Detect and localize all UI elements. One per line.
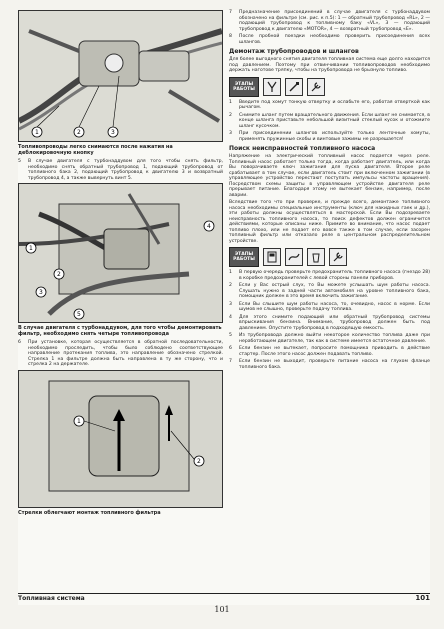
- step-text: Если бензин не вытекает, попросите помощника приводить в действие стартер. После этого насос должен подавать топливо.: [239, 346, 430, 357]
- figure2-caption: В случае двигателя с турбонаддувом, для того чтобы демонтировать фильтр, необходимо снять четыре топливопровода: [18, 325, 222, 337]
- section-title-hoses: Демонтаж трубопроводов и шлангов: [229, 48, 359, 55]
- fig2-label-4: 4: [207, 223, 211, 230]
- step-text: Если у Вас острый слух, то Вы можете услышать шум работы насоса. Слушать нужно в задней части автомобиля на уровне топливного бака, помощник должен в это время включить зажигание.: [239, 283, 430, 299]
- step-number: 6: [229, 346, 232, 351]
- step-8: [229, 34, 430, 45]
- step-number: 2: [229, 112, 232, 118]
- fig2-label-5: 5: [77, 311, 81, 318]
- figure-turbo-filter-lines: [18, 183, 223, 323]
- step-5: [18, 159, 223, 181]
- step-number: 1: [229, 270, 232, 275]
- stages-label: ЭТАПЫ РАБОТЫ: [229, 247, 259, 267]
- fig3-label-2: 2: [197, 457, 201, 465]
- step-6: [18, 340, 223, 368]
- figure1-caption: Топливопроводы легко снимаются после нажатия на деблокировочную кнопку: [18, 144, 173, 156]
- stages-row-1: [229, 77, 430, 97]
- footer-section-title: Топливная система: [18, 595, 85, 602]
- step-text: Снимите шланг путем вращательного движения. Если шланг не снимается, в конце шланга приставьте небольшой визитный стеклый кусок и отожмите шланг кусочком.: [239, 112, 430, 129]
- step-number: 7: [229, 10, 232, 15]
- pump-step-5: [229, 333, 430, 344]
- step-number: 5: [229, 333, 232, 338]
- step-text: Введите под хомут тонкую отвертку и ослабьте его, работая отверткой как рычагом.: [239, 99, 430, 110]
- figure-filter-arrows: [18, 370, 223, 508]
- fig2-label-1: 1: [29, 245, 33, 252]
- pump-step-7: [229, 359, 430, 370]
- fig3-label-1: 1: [77, 417, 81, 425]
- section-paragraph-1: Напряжение на электрический топливный насос подается через реле. Топливный насос работает только тогда, когда работает двигатель, или когда Вы поворачиваете ключ зажигания для пуска двигателя. Второе реле срабатывает в том случае, если двигатель стоит при включенном зажигании (в управляющее устройство перестают поступать импульсы частоты вращения). Посредством схемы защиты в управляющем устройстве двигателя реле прерывает питание. Благодаря этому не вытекает бензин, например, после аварии.: [229, 154, 430, 198]
- pump-step-6: [229, 346, 430, 357]
- fig2-label-2: 2: [57, 271, 61, 278]
- section-title-pump: Поиск неисправностей топливного насоса: [229, 145, 376, 152]
- figure-fuel-lines-connectors: [18, 10, 223, 142]
- hose-step-3: [229, 131, 430, 142]
- step-number: 5: [18, 159, 21, 164]
- step-text: Для этого снимите подающий или обратный трубопровод системы впрыскивания бензина. Внимание, трубопровод должен быть под давлением. Опустите трубопровод в подходящую емкость.: [239, 314, 430, 331]
- step-number: 6: [18, 340, 21, 345]
- fig2-label-3: 3: [39, 289, 43, 296]
- step-text: Если бензин не выходит, проверьте питание насоса на глухом фланце топливного бака.: [239, 359, 430, 370]
- step-text: В случае двигателя с турбонаддувом для того чтобы снять фильтр, необходимо снять обратный трубопровод 1, подающий трубопровод от топливного бака 2, подающий трубопровод к двигателю 3 и возвратный трубопровод 4, а также вывернуть винт 5.: [28, 159, 223, 181]
- section-paragraph-2: Вследствие того что при проверке, и прежде всего, демонтаже топливного насоса необходимы специальные инструменты (ключ для накидных гаек и др.), эти работы должны осуществляться в мастерской. Если Вы подозреваете неисправность топливного насоса, то поиск дефектов должен ограничится действиями, которые описаны ниже. Примите во внимание, что насос подает топливо плохо, или не подает его вовсе также в том случае, если засорен топливный фильтр или отказало реле в центральном распределительном устройстве.: [229, 200, 430, 244]
- screwdriver-icon: [285, 78, 303, 96]
- hose-icon: [285, 248, 303, 266]
- pump-step-1: [229, 270, 430, 281]
- page-footer: [18, 593, 430, 605]
- right-column: [229, 10, 430, 372]
- hose-step-2: [229, 113, 430, 130]
- multimeter-icon: [263, 248, 281, 266]
- step-text: Предназначение присоединений в случае двигателя с турбонаддувом обозначено на фильтре (см. рис. к п.5): 1 — обратный трубопровод «RL», 2 — подающий трубопровод к топливному баку «VL», 3 — подающий трубопровод к двигателю «MOTOR», 4 — возвратный трубопровод «E».: [239, 10, 430, 32]
- step-number: 8: [229, 34, 232, 39]
- step-number: 1: [229, 99, 232, 105]
- step-number: 7: [229, 359, 232, 364]
- hose-step-1: [229, 100, 430, 111]
- figure3-caption: Стрелки облегчают монтаж топливного фильтра: [18, 509, 161, 516]
- wrench-icon: [329, 248, 347, 266]
- step-text: В первую очередь проверьте предохранитель топливного насоса (гнездо 28) в коробке предохранителей с левой стороны панели приборов.: [239, 270, 430, 281]
- container-icon: [307, 248, 325, 266]
- step-text: При установке, которая осуществляется в обратной последовательности, необходимо проследить, чтобы было соблюдено соответствующее направление протекания топлива, это направление обозначено стрелкой. Стрелка 1 на фильтре должна быть направлена в ту же сторону, что и стрелка 2 на держателе.: [28, 340, 223, 367]
- stages-label: ЭТАПЫ РАБОТЫ: [229, 77, 259, 97]
- scan-page-number: 101: [214, 605, 230, 614]
- step-text: При присоединении шлангов используйте только ленточные хомуты, применять пружинные скобы и винтовые зажимы не разрешается!: [239, 131, 430, 142]
- pump-step-4: [229, 315, 430, 332]
- book-page: [18, 10, 430, 605]
- pliers-icon: [263, 78, 281, 96]
- stages-row-2: [229, 247, 430, 267]
- fig1-label-1: 1: [35, 129, 39, 136]
- section-intro-hoses: Для более выгодного снятия двигателя топливная система еще долго находится под давлением. Поэтому при отвинчивании топливопроводов необходимо держать наготове тряпку, чтобы на трубопровода не брызнуло топливо.: [229, 57, 430, 73]
- step-text: После пробной поездки необходимо проверить присоединения всех шлангов.: [239, 34, 430, 45]
- step-number: 3: [229, 131, 232, 136]
- step-number: 4: [229, 314, 232, 320]
- step-text: Если Вы слышите шум работы насоса, то, очевидно, насос в норме. Если шумов не слышно, проверьте подачу топлива.: [239, 301, 430, 312]
- fig1-label-3: 3: [111, 129, 115, 136]
- footer-page-number: 101: [415, 594, 430, 602]
- wrench-icon: [307, 78, 325, 96]
- left-column: [18, 10, 223, 519]
- fig1-label-2: 2: [77, 129, 81, 136]
- step-text: Из трубопровода должно выйти некоторое количество топлива даже при неработающем двигателе, так как в системе имеется остаточное давление.: [239, 333, 430, 344]
- pump-step-3: [229, 302, 430, 313]
- pump-step-2: [229, 283, 430, 300]
- step-number: 3: [229, 301, 232, 307]
- step-7: [229, 10, 430, 32]
- step-number: 2: [229, 283, 232, 288]
